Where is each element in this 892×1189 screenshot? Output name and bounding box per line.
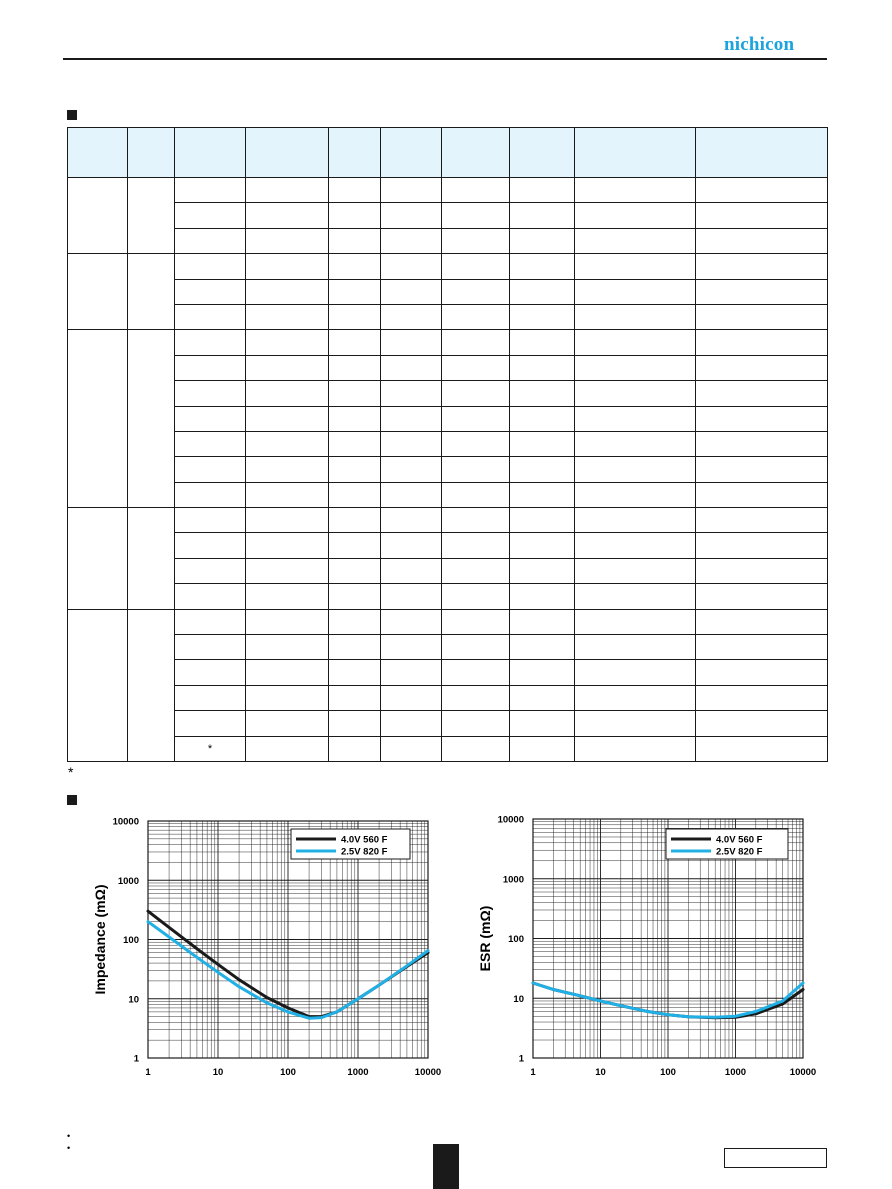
group-voltage-cell <box>128 178 175 254</box>
table-cell <box>442 330 510 355</box>
table-cell <box>329 660 381 685</box>
table-cell <box>696 228 828 253</box>
table-cell <box>329 178 381 203</box>
table-cell <box>510 685 575 710</box>
table-cell <box>246 558 329 583</box>
table-row <box>68 406 828 431</box>
page-tab <box>433 1144 459 1189</box>
table-cell <box>696 736 828 761</box>
table-cell <box>442 584 510 609</box>
x-tick-label: 1 <box>145 1067 151 1078</box>
table-cell <box>329 508 381 533</box>
table-cell <box>381 279 442 304</box>
x-tick-label: 1000 <box>347 1067 369 1078</box>
table-cell <box>329 558 381 583</box>
y-tick-label: 100 <box>508 934 524 945</box>
table-row <box>68 736 828 761</box>
table-cell <box>329 431 381 456</box>
table-cell <box>329 203 381 228</box>
table-cell <box>381 533 442 558</box>
table-cell <box>510 508 575 533</box>
group-voltage-cell <box>128 254 175 330</box>
table-cell <box>381 482 442 507</box>
table-cell <box>381 558 442 583</box>
y-tick-label: 1000 <box>117 875 139 887</box>
y-tick-label: 10000 <box>112 816 139 828</box>
table-cell <box>575 711 696 736</box>
table-cell <box>175 254 246 279</box>
table-header-cell <box>246 128 329 178</box>
table-cell <box>510 457 575 482</box>
table-cell <box>246 457 329 482</box>
table-cell <box>575 254 696 279</box>
table-row <box>68 330 828 355</box>
y-axis-label: ESR (mΩ) <box>477 905 493 972</box>
impedance-chart <box>80 805 450 1090</box>
footer-bullet: • <box>67 1143 71 1153</box>
table-cell <box>696 482 828 507</box>
table-cell <box>329 355 381 380</box>
table-cell <box>329 533 381 558</box>
table-cell <box>696 381 828 406</box>
table-cell <box>381 406 442 431</box>
table-cell <box>696 584 828 609</box>
table-cell <box>510 406 575 431</box>
table-cell <box>381 736 442 761</box>
table-cell <box>175 203 246 228</box>
table-cell <box>510 482 575 507</box>
table-cell <box>381 584 442 609</box>
table-cell <box>442 533 510 558</box>
table-cell <box>175 660 246 685</box>
table-cell <box>246 685 329 710</box>
table-cell <box>575 533 696 558</box>
table-cell <box>329 304 381 329</box>
table-cell <box>696 711 828 736</box>
table-cell <box>696 304 828 329</box>
table-cell <box>696 457 828 482</box>
legend-label: 2.5V 820 F <box>716 846 763 858</box>
table-cell <box>510 381 575 406</box>
table-cell <box>696 558 828 583</box>
table-cell <box>246 178 329 203</box>
table-header-cell <box>68 128 128 178</box>
y-tick-label: 10 <box>513 993 524 1005</box>
table-cell <box>575 431 696 456</box>
table-cell <box>575 685 696 710</box>
table-cell <box>442 279 510 304</box>
table-row <box>68 660 828 685</box>
table-cell <box>381 711 442 736</box>
table-cell <box>246 482 329 507</box>
table-cell <box>246 431 329 456</box>
table-cell <box>175 279 246 304</box>
y-tick-label: 10000 <box>497 814 524 826</box>
table-cell <box>246 584 329 609</box>
table-cell <box>329 736 381 761</box>
group-series-cell <box>68 609 128 761</box>
table-cell <box>696 685 828 710</box>
table-row <box>68 609 828 634</box>
table-cell <box>510 431 575 456</box>
table-cell <box>329 482 381 507</box>
table-row <box>68 711 828 736</box>
table-cell <box>575 482 696 507</box>
table-cell <box>442 431 510 456</box>
table-header-row <box>68 128 828 178</box>
table-cell <box>381 381 442 406</box>
table-cell <box>381 203 442 228</box>
esr-chart <box>468 805 828 1090</box>
table-cell <box>175 431 246 456</box>
table-cell <box>246 533 329 558</box>
table-header-cell <box>128 128 175 178</box>
table-cell <box>696 279 828 304</box>
table-cell <box>246 635 329 660</box>
table-row <box>68 203 828 228</box>
table-cell <box>575 304 696 329</box>
y-axis-label: Impedance (mΩ) <box>92 884 108 995</box>
table-cell <box>442 457 510 482</box>
table-cell <box>575 228 696 253</box>
table-cell <box>246 609 329 634</box>
table-header-cell <box>381 128 442 178</box>
table-cell <box>575 584 696 609</box>
table-row <box>68 355 828 380</box>
table-cell <box>246 508 329 533</box>
table-cell <box>442 635 510 660</box>
table-cell <box>696 533 828 558</box>
table-cell <box>442 482 510 507</box>
table-cell <box>381 355 442 380</box>
table-cell <box>575 330 696 355</box>
group-voltage-cell <box>128 330 175 508</box>
table-cell <box>696 254 828 279</box>
table-cell <box>442 558 510 583</box>
x-tick-label: 1000 <box>724 1067 747 1078</box>
table-cell <box>246 381 329 406</box>
table-row <box>68 279 828 304</box>
table-cell <box>246 406 329 431</box>
table-cell <box>246 736 329 761</box>
table-cell <box>381 609 442 634</box>
y-tick-label: 100 <box>123 935 139 946</box>
table-cell <box>510 635 575 660</box>
table-cell <box>175 635 246 660</box>
table-cell <box>442 254 510 279</box>
x-tick-label: 100 <box>660 1067 676 1078</box>
asterisk-cell: * <box>175 736 246 761</box>
table-cell <box>696 635 828 660</box>
table-cell <box>442 178 510 203</box>
table-cell <box>246 660 329 685</box>
table-cell <box>442 228 510 253</box>
table-cell <box>442 508 510 533</box>
table-cell <box>329 635 381 660</box>
legend-label: 4.0V 560 F <box>716 834 763 846</box>
table-cell <box>442 203 510 228</box>
group-series-cell <box>68 508 128 610</box>
table-cell <box>510 609 575 634</box>
table-row <box>68 508 828 533</box>
table-cell <box>381 660 442 685</box>
table-cell <box>510 736 575 761</box>
legend-label: 2.5V 820 F <box>341 846 388 858</box>
table-cell <box>442 304 510 329</box>
footer-bullet: • <box>67 1131 71 1141</box>
table-row <box>68 558 828 583</box>
table-cell <box>381 228 442 253</box>
table-cell <box>510 584 575 609</box>
table-cell <box>329 406 381 431</box>
table-row <box>68 254 828 279</box>
x-tick-label: 1 <box>530 1067 536 1078</box>
group-voltage-cell <box>128 609 175 761</box>
table-row <box>68 457 828 482</box>
table-cell <box>175 228 246 253</box>
table-cell <box>175 330 246 355</box>
y-tick-label: 1 <box>133 1053 139 1065</box>
table-cell <box>442 609 510 634</box>
table-row <box>68 381 828 406</box>
table-cell <box>510 203 575 228</box>
table-cell <box>329 228 381 253</box>
table-header-cell <box>696 128 828 178</box>
table-cell <box>696 609 828 634</box>
table-cell <box>246 254 329 279</box>
x-tick-label: 10 <box>212 1067 224 1078</box>
header-rule <box>63 58 827 60</box>
table-cell <box>175 584 246 609</box>
group-voltage-cell <box>128 508 175 610</box>
table-cell <box>442 660 510 685</box>
table-cell <box>175 178 246 203</box>
table-cell <box>696 508 828 533</box>
table-header-cell <box>442 128 510 178</box>
table-header-cell <box>175 128 246 178</box>
table-cell <box>442 355 510 380</box>
y-tick-label: 1000 <box>502 874 524 886</box>
table-cell <box>575 736 696 761</box>
table-cell <box>246 279 329 304</box>
table-header-cell <box>575 128 696 178</box>
table-cell <box>696 431 828 456</box>
table-cell <box>575 381 696 406</box>
table-cell <box>175 508 246 533</box>
table-row <box>68 431 828 456</box>
table-cell <box>510 254 575 279</box>
table-cell <box>510 279 575 304</box>
table-cell <box>175 355 246 380</box>
table-cell <box>575 558 696 583</box>
table-row <box>68 178 828 203</box>
table-cell <box>442 736 510 761</box>
table-cell <box>381 254 442 279</box>
table-cell <box>696 406 828 431</box>
table-cell <box>696 203 828 228</box>
table-cell <box>175 609 246 634</box>
table-row <box>68 584 828 609</box>
table-cell <box>329 584 381 609</box>
table-row <box>68 533 828 558</box>
legend <box>291 829 410 859</box>
table-cell <box>329 609 381 634</box>
table-cell <box>442 381 510 406</box>
table-cell <box>246 330 329 355</box>
table-cell <box>329 711 381 736</box>
y-tick-label: 1 <box>518 1053 524 1065</box>
legend-label: 4.0V 560 F <box>341 834 388 846</box>
table-cell <box>575 660 696 685</box>
table-cell <box>175 304 246 329</box>
table-cell <box>175 457 246 482</box>
specification-table <box>67 127 828 762</box>
table-cell <box>175 558 246 583</box>
table-cell <box>381 304 442 329</box>
table-cell <box>246 711 329 736</box>
table-cell <box>510 330 575 355</box>
table-cell <box>575 178 696 203</box>
square-bullet-icon <box>67 110 77 120</box>
table-cell <box>381 508 442 533</box>
table-cell <box>575 279 696 304</box>
table-cell <box>175 482 246 507</box>
table-row <box>68 304 828 329</box>
table-cell <box>442 685 510 710</box>
table-cell <box>575 457 696 482</box>
table-cell <box>381 685 442 710</box>
table-cell <box>510 355 575 380</box>
table-cell <box>175 685 246 710</box>
table-cell <box>575 355 696 380</box>
table-cell <box>510 178 575 203</box>
brand-logo: nichicon <box>724 34 795 55</box>
table-row <box>68 482 828 507</box>
group-series-cell <box>68 254 128 330</box>
x-tick-label: 10 <box>595 1067 606 1078</box>
square-bullet-icon <box>67 795 77 805</box>
table-cell <box>696 330 828 355</box>
table-cell <box>442 406 510 431</box>
table-cell <box>510 304 575 329</box>
x-tick-label: 100 <box>280 1067 296 1078</box>
table-row <box>68 685 828 710</box>
table-header-cell <box>329 128 381 178</box>
table-cell <box>696 660 828 685</box>
table-cell <box>329 254 381 279</box>
legend <box>666 829 788 859</box>
x-tick-label: 10000 <box>414 1067 442 1078</box>
table-cell <box>575 635 696 660</box>
table-cell <box>381 635 442 660</box>
table-cell <box>175 406 246 431</box>
table-cell <box>329 330 381 355</box>
x-tick-label: 10000 <box>789 1067 817 1078</box>
table-cell <box>175 533 246 558</box>
table-cell <box>329 279 381 304</box>
table-cell <box>510 228 575 253</box>
table-header-cell <box>510 128 575 178</box>
table-cell <box>696 355 828 380</box>
table-cell <box>329 381 381 406</box>
footnote-marker: * <box>68 764 74 780</box>
group-series-cell <box>68 178 128 254</box>
table-cell <box>175 711 246 736</box>
table-cell <box>575 203 696 228</box>
table-cell <box>510 660 575 685</box>
table-cell <box>510 533 575 558</box>
table-cell <box>381 330 442 355</box>
table-cell <box>510 558 575 583</box>
table-cell <box>329 685 381 710</box>
table-cell <box>381 457 442 482</box>
table-cell <box>575 508 696 533</box>
table-cell <box>510 711 575 736</box>
table-cell <box>246 203 329 228</box>
table-cell <box>575 406 696 431</box>
group-series-cell <box>68 330 128 508</box>
table-cell <box>175 381 246 406</box>
table-cell <box>381 431 442 456</box>
y-tick-label: 10 <box>128 994 139 1006</box>
table-cell <box>381 178 442 203</box>
table-cell <box>246 304 329 329</box>
table-cell <box>329 457 381 482</box>
table-cell <box>246 355 329 380</box>
table-cell <box>246 228 329 253</box>
table-cell <box>696 178 828 203</box>
table-row <box>68 228 828 253</box>
catalog-code-box <box>724 1148 827 1168</box>
table-row <box>68 635 828 660</box>
table-cell <box>442 711 510 736</box>
table-cell <box>575 609 696 634</box>
